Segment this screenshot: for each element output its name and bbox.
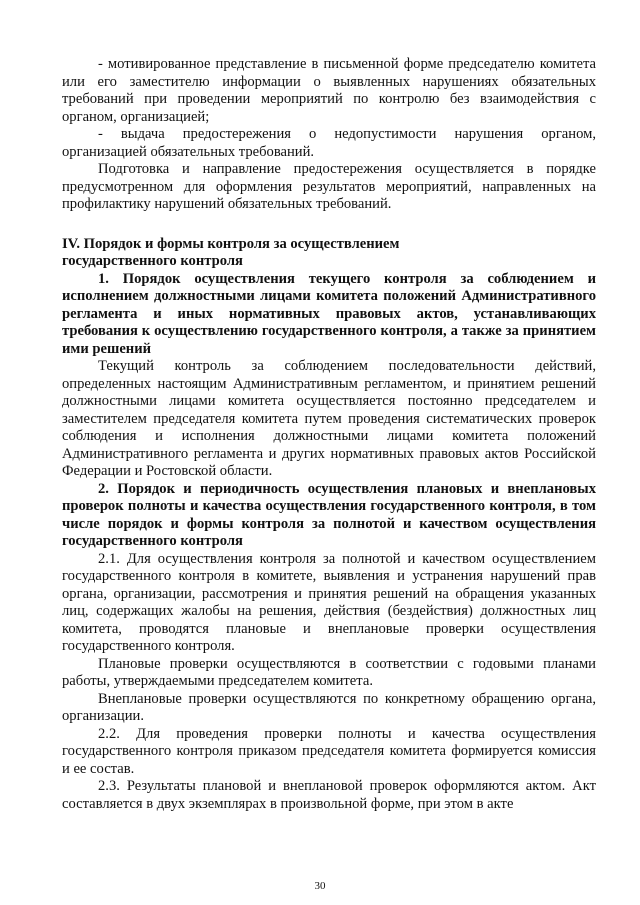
item-2-heading: 2. Порядок и периодичность осуществления плановых и внеплановых проверок полноты и качества осуществления государственного контроля, в том числе порядок и формы контроля за полнотой и качеством осуществления государственного контроля [62, 480, 596, 549]
intro-paragraph-3: Подготовка и направление предостережения осуществляется в порядке предусмотренном для оформления результатов мероприятий, направленных на профилактику нарушений обязательных требований. [62, 161, 596, 212]
section-title-line-2: государственного контроля [62, 253, 243, 269]
page-number: 30 [314, 880, 326, 892]
section-title-line-1: IV. Порядок и формы контроля за осуществлением [62, 235, 400, 252]
item-2-paragraph-2: Плановые проверки осуществляются в соответствии с годовыми планами работы, утверждаемыми председателем комитета. [62, 655, 596, 689]
intro-paragraph-2: - выдача предостережения о недопустимости нарушения органом, организацией обязательных требований. [62, 126, 596, 160]
section-title [62, 236, 596, 271]
intro-paragraph-1: - мотивированное представление в письменной форме председателю комитета или его заместителю информации о выявленных нарушениях обязательных требований при проведении мероприятий по контролю без взаимодействия с органом, организацией; [62, 56, 596, 125]
item-2-paragraph-1: 2.1. Для осуществления контроля за полнотой и качеством осуществлением государственного контроля в комитете, выявления и устранения нарушений прав органа, организации, рассмотрения и принятия решений на обращения указанных лиц, содержащих жалобы на решения, действия (бездействия) должностных лиц комитета, проводятся плановые и внеплановые проверки осуществления государственного контроля. [62, 550, 596, 654]
item-2-paragraph-4: 2.2. Для проведения проверки полноты и качества осуществления государственного контроля приказом председателя комитета формируется комиссия и ее состав. [62, 725, 596, 777]
item-2-paragraph-3: Внеплановые проверки осуществляются по конкретному обращению органа, организации. [62, 690, 596, 724]
item-2-paragraph-5: 2.3. Результаты плановой и внеплановой проверок оформляются актом. Акт составляется в двух экземплярах в произвольной форме, при этом в акте [62, 778, 596, 812]
item-1-paragraph-1: Текущий контроль за соблюдением последовательности действий, определенных настоящим Административным регламентом, и принятием решений должностными лицами комитета осуществляется постоянно председателем и заместителем председателя комитета путем проведения систематических проверок соблюдения и исполнения должностными лицами комитета положений Административного регламента и других нормативных правовых актов Российской Федерации и Ростовской области. [62, 358, 596, 479]
item-1-heading: 1. Порядок осуществления текущего контроля за соблюдением и исполнением должностными лицами комитета положений Административного регламента и иных нормативных правовых актов, устанавливающих требования к осуществлению государственного контроля, а также за принятием ими решений [62, 270, 596, 357]
